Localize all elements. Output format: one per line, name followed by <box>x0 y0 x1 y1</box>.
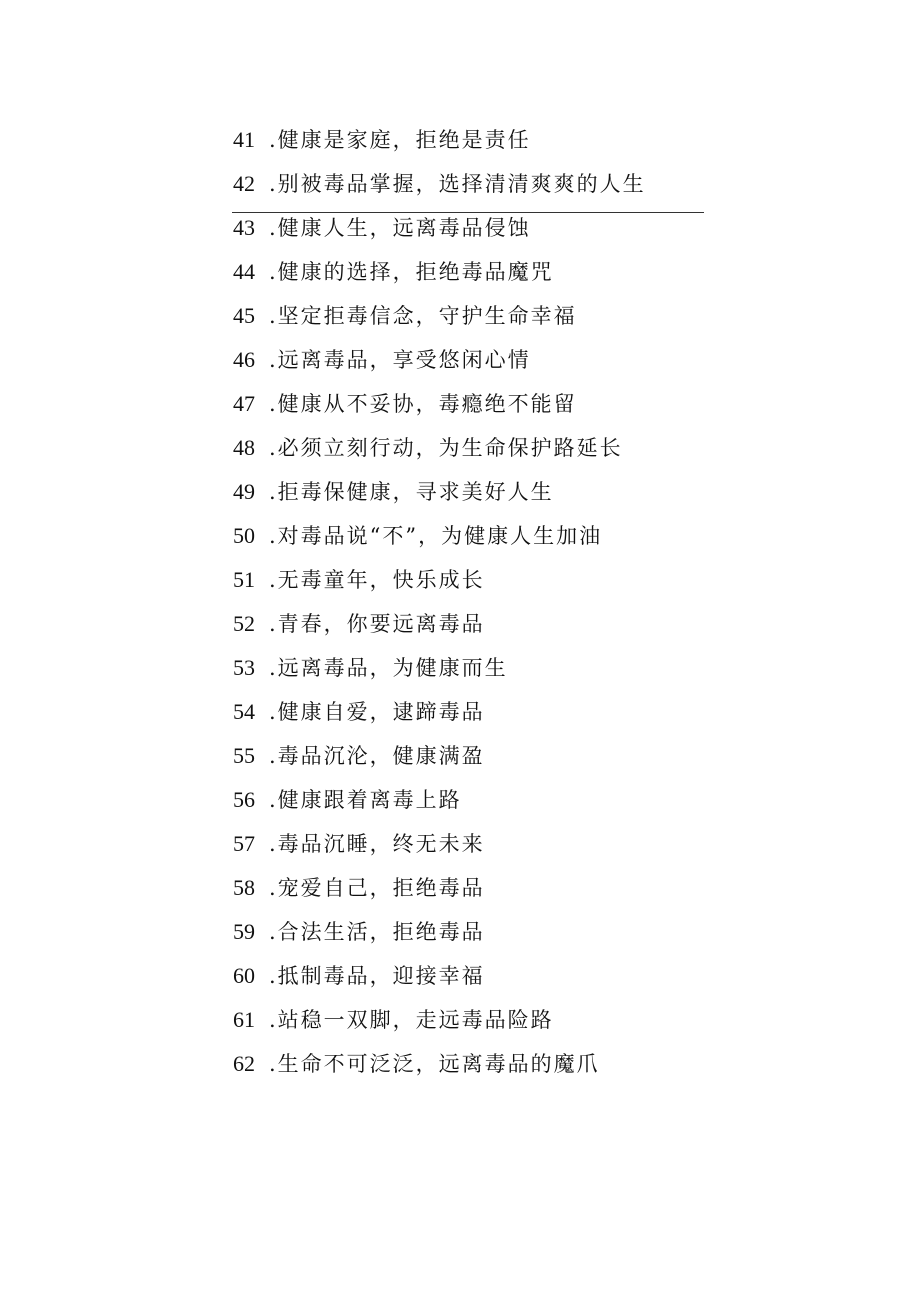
list-item <box>233 250 646 294</box>
item-number: 57 <box>233 831 255 856</box>
slogan-list <box>233 118 646 1086</box>
horizontal-rule <box>232 212 704 213</box>
item-text: .别被毒品掌握，选择清清爽爽的人生 <box>269 172 646 196</box>
list-item <box>233 470 646 514</box>
item-text: .拒毒保健康，寻求美好人生 <box>269 480 554 504</box>
item-text: .生命不可泛泛，远离毒品的魔爪 <box>269 1052 600 1076</box>
list-item <box>233 734 646 778</box>
item-text: .毒品沉沦，健康满盈 <box>269 744 485 768</box>
item-number: 55 <box>233 743 255 768</box>
item-text: .合法生活，拒绝毒品 <box>269 920 485 944</box>
list-item <box>233 690 646 734</box>
item-text: .对毒品说“不”，为健康人生加油 <box>269 524 603 548</box>
list-item <box>233 514 646 558</box>
list-item <box>233 822 646 866</box>
item-number: 44 <box>233 259 255 284</box>
item-number: 45 <box>233 303 255 328</box>
item-text: .健康跟着离毒上路 <box>269 788 462 812</box>
list-item <box>233 998 646 1042</box>
item-number: 49 <box>233 479 255 504</box>
list-item <box>233 118 646 162</box>
item-number: 54 <box>233 699 255 724</box>
item-text: .远离毒品，享受悠闲心情 <box>269 348 531 372</box>
item-number: 48 <box>233 435 255 460</box>
item-number: 60 <box>233 963 255 988</box>
item-text: .健康人生，远离毒品侵蚀 <box>269 216 531 240</box>
list-item <box>233 162 646 206</box>
item-number: 51 <box>233 567 255 592</box>
item-number: 42 <box>233 171 255 196</box>
list-item <box>233 382 646 426</box>
item-text: .青春，你要远离毒品 <box>269 612 485 636</box>
item-number: 61 <box>233 1007 255 1032</box>
item-text: .毒品沉睡，终无未来 <box>269 832 485 856</box>
item-text: .健康从不妥协，毒瘾绝不能留 <box>269 392 577 416</box>
item-text: .健康自爱，逮蹄毒品 <box>269 700 485 724</box>
list-item <box>233 602 646 646</box>
list-item <box>233 910 646 954</box>
item-number: 47 <box>233 391 255 416</box>
item-number: 59 <box>233 919 255 944</box>
list-item <box>233 558 646 602</box>
item-number: 46 <box>233 347 255 372</box>
list-item <box>233 646 646 690</box>
item-text: .抵制毒品，迎接幸福 <box>269 964 485 988</box>
list-item <box>233 426 646 470</box>
list-item <box>233 294 646 338</box>
item-number: 52 <box>233 611 255 636</box>
list-item <box>233 338 646 382</box>
item-text: .宠爱自己，拒绝毒品 <box>269 876 485 900</box>
list-item <box>233 954 646 998</box>
item-text: .坚定拒毒信念，守护生命幸福 <box>269 304 577 328</box>
list-item <box>233 1042 646 1086</box>
item-text: .远离毒品，为健康而生 <box>269 656 508 680</box>
list-item <box>233 866 646 910</box>
item-number: 50 <box>233 523 255 548</box>
item-text: .无毒童年，快乐成长 <box>269 568 485 592</box>
item-number: 41 <box>233 127 255 152</box>
item-text: .健康的选择，拒绝毒品魔咒 <box>269 260 554 284</box>
item-text: .健康是家庭，拒绝是责任 <box>269 128 531 152</box>
item-number: 58 <box>233 875 255 900</box>
item-number: 56 <box>233 787 255 812</box>
item-text: .站稳一双脚，走远毒品险路 <box>269 1008 554 1032</box>
item-number: 62 <box>233 1051 255 1076</box>
item-number: 53 <box>233 655 255 680</box>
item-text: .必须立刻行动，为生命保护路延长 <box>269 436 623 460</box>
list-item <box>233 778 646 822</box>
item-number: 43 <box>233 215 255 240</box>
